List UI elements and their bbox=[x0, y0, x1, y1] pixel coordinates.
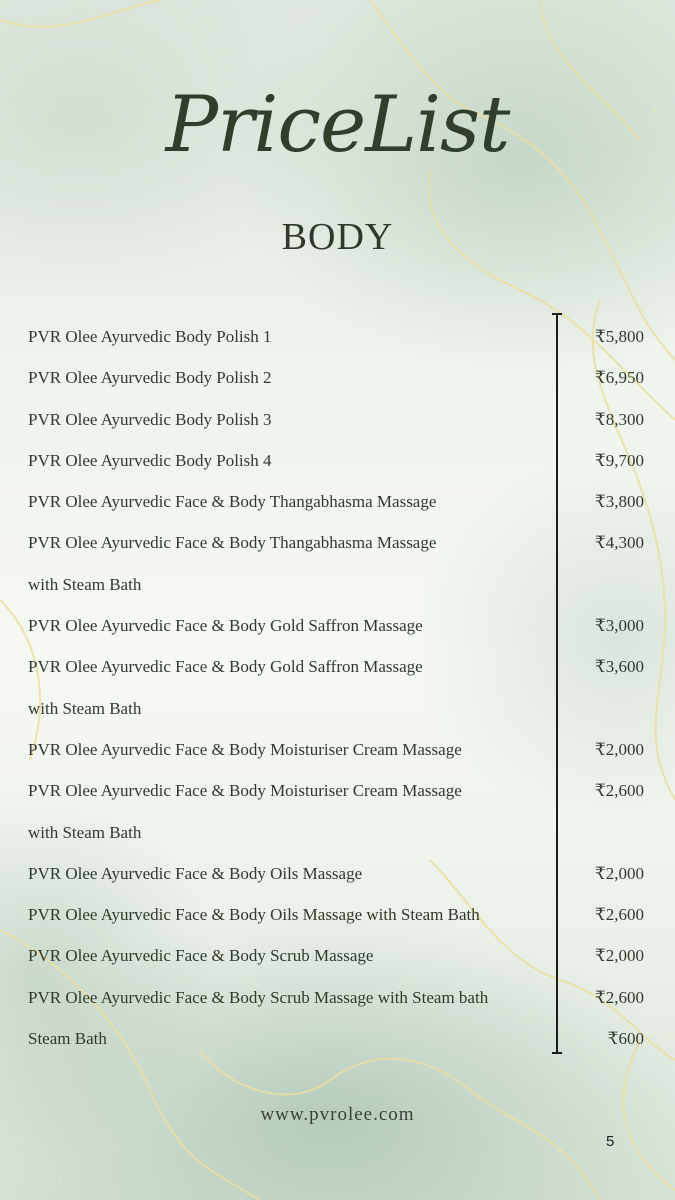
item-name: PVR Olee Ayurvedic Face & Body Moisturiser Cream Massage bbox=[28, 739, 462, 759]
list-item bbox=[28, 812, 648, 853]
item-name: PVR Olee Ayurvedic Face & Body Scrub Massage with Steam bath bbox=[28, 987, 489, 1007]
list-item bbox=[28, 522, 648, 563]
list-item bbox=[28, 894, 648, 935]
item-price: ₹3,000 bbox=[594, 616, 644, 636]
item-price: ₹4,300 bbox=[594, 533, 644, 553]
item-name: PVR Olee Ayurvedic Face & Body Thangabhasma Massage bbox=[28, 533, 437, 553]
item-price: ₹2,600 bbox=[594, 905, 644, 925]
item-name: PVR Olee Ayurvedic Face & Body Moisturiser Cream Massage bbox=[28, 781, 462, 801]
item-price: ₹2,000 bbox=[594, 863, 644, 883]
item-name: PVR Olee Ayurvedic Face & Body Thangabhasma Massage bbox=[28, 492, 437, 512]
item-name: PVR Olee Ayurvedic Face & Body Gold Saffron Massage bbox=[28, 657, 423, 677]
list-item bbox=[28, 688, 648, 729]
divider-top-cap bbox=[552, 313, 562, 315]
item-name: PVR Olee Ayurvedic Body Polish 3 bbox=[28, 409, 272, 429]
list-item bbox=[28, 605, 648, 646]
list-item bbox=[28, 935, 648, 976]
list-item bbox=[28, 481, 648, 522]
list-item bbox=[28, 770, 648, 811]
list-item bbox=[28, 977, 648, 1018]
page-title: PriceList bbox=[165, 80, 510, 170]
section-heading: BODY bbox=[281, 216, 394, 258]
list-item bbox=[28, 399, 648, 440]
item-price: ₹8,300 bbox=[594, 409, 644, 429]
item-name: PVR Olee Ayurvedic Body Polish 4 bbox=[28, 450, 272, 470]
item-name: PVR Olee Ayurvedic Face & Body Oils Massage bbox=[28, 863, 363, 883]
item-name: PVR Olee Ayurvedic Face & Body Scrub Massage bbox=[28, 946, 374, 966]
website-link[interactable]: www.pvrolee.com bbox=[260, 1104, 415, 1125]
list-item bbox=[28, 646, 648, 687]
item-name: PVR Olee Ayurvedic Body Polish 2 bbox=[28, 368, 272, 388]
list-item bbox=[28, 564, 648, 605]
item-name: PVR Olee Ayurvedic Body Polish 1 bbox=[28, 327, 272, 346]
item-price: ₹3,600 bbox=[594, 657, 644, 677]
item-price: ₹2,600 bbox=[594, 781, 644, 801]
item-name: with Steam Bath bbox=[28, 698, 142, 718]
list-item bbox=[28, 729, 648, 770]
page-number: 5 bbox=[606, 1133, 615, 1150]
item-name: Steam Bath bbox=[28, 1029, 107, 1049]
price-list bbox=[28, 316, 648, 1059]
item-price: ₹600 bbox=[607, 1029, 644, 1049]
item-name: PVR Olee Ayurvedic Face & Body Oils Massage with Steam Bath bbox=[28, 905, 480, 925]
item-price: ₹2,000 bbox=[594, 946, 644, 966]
list-item bbox=[28, 853, 648, 894]
item-name: with Steam Bath bbox=[28, 574, 142, 594]
item-price: ₹6,950 bbox=[594, 368, 644, 388]
list-item bbox=[28, 440, 648, 481]
item-price: ₹9,700 bbox=[594, 450, 644, 470]
item-name: PVR Olee Ayurvedic Face & Body Gold Saffron Massage bbox=[28, 616, 423, 636]
item-name: with Steam Bath bbox=[28, 822, 142, 842]
item-price: ₹2,600 bbox=[594, 987, 644, 1007]
item-price: ₹3,800 bbox=[594, 492, 644, 512]
item-price: ₹2,000 bbox=[594, 739, 644, 759]
item-price: ₹5,800 bbox=[594, 327, 644, 346]
list-item bbox=[28, 316, 648, 357]
list-item bbox=[28, 357, 648, 398]
list-item bbox=[28, 1018, 648, 1059]
